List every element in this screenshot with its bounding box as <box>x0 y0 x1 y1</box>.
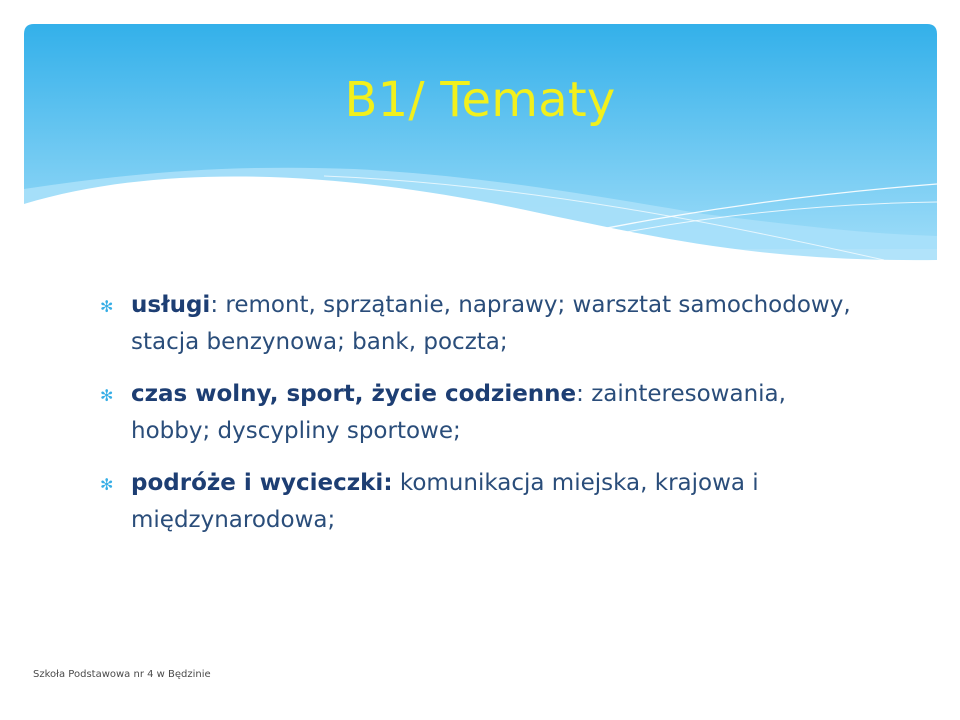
slide-title: B1/ Tematy <box>344 72 616 128</box>
asterisk-bullet-icon: ✻ <box>100 386 114 405</box>
bullet-item-services <box>100 287 870 361</box>
bullet-label: czas wolny, sport, życie codzienne <box>131 381 577 407</box>
footer-text: Szkoła Podstawowa nr 4 w Będzinie <box>33 669 211 680</box>
bullet-label: usługi <box>131 292 211 318</box>
bullet-text: : zainteresowania, hobby; dyscypliny sportowe; <box>131 381 786 444</box>
bullet-item-travel <box>100 465 870 539</box>
bullet-list <box>100 287 870 554</box>
bullet-text: : remont, sprzątanie, naprawy; warsztat samochodowy, stacja benzynowa; bank, poczta; <box>131 292 851 355</box>
bullet-text: komunikacja miejska, krajowa i międzynarodowa; <box>131 470 759 533</box>
bullet-item-leisure <box>100 376 870 450</box>
asterisk-bullet-icon: ✻ <box>100 475 114 494</box>
wave-decoration <box>24 24 937 274</box>
bullet-label: podróże i wycieczki: <box>131 470 393 496</box>
asterisk-bullet-icon: ✻ <box>100 297 114 316</box>
header-banner <box>24 24 937 274</box>
